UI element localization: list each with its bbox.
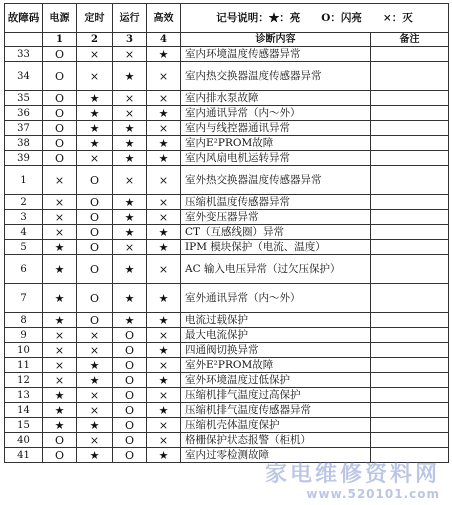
- table-row: [5, 62, 449, 91]
- fault-code: 3: [5, 210, 43, 225]
- diagnosis-text: 室内E²PROM故障: [181, 136, 371, 151]
- fault-code-table: [4, 3, 449, 463]
- diagnosis-text: 室外变压器异常: [181, 210, 371, 225]
- note: [371, 388, 449, 403]
- diagnosis-text: 压缩机壳体温度保护: [181, 418, 371, 433]
- power-indicator: O: [43, 433, 77, 448]
- table-row: [5, 225, 449, 240]
- note: [371, 136, 449, 151]
- run-indicator: ★: [113, 225, 147, 240]
- timer-indicator: ★: [77, 106, 113, 121]
- power-indicator: O: [43, 136, 77, 151]
- header-row-2: [5, 33, 449, 47]
- note: [371, 166, 449, 195]
- fault-code: 9: [5, 328, 43, 343]
- power-indicator: O: [43, 448, 77, 463]
- run-indicator: O: [113, 388, 147, 403]
- note: [371, 91, 449, 106]
- note: [371, 121, 449, 136]
- note: [371, 328, 449, 343]
- note: [371, 358, 449, 373]
- diagnosis-text: 四通阀切换异常: [181, 343, 371, 358]
- fault-code: 10: [5, 343, 43, 358]
- note: [371, 240, 449, 255]
- header-num-4: 4: [147, 33, 181, 47]
- power-indicator: ★: [43, 418, 77, 433]
- power-indicator: ★: [43, 313, 77, 328]
- legend: 记号说明：★：亮 O：闪亮 ×：灭: [181, 4, 449, 33]
- run-indicator: O: [113, 403, 147, 418]
- header-num-2: 2: [77, 33, 113, 47]
- run-indicator: O: [113, 343, 147, 358]
- efficient-indicator: ×: [147, 433, 181, 448]
- efficient-indicator: ★: [147, 225, 181, 240]
- diagnosis-text: CT（互感线圈）异常: [181, 225, 371, 240]
- power-indicator: ×: [43, 195, 77, 210]
- efficient-indicator: ×: [147, 166, 181, 195]
- efficient-indicator: ★: [147, 47, 181, 62]
- run-indicator: ★: [113, 151, 147, 166]
- watermark: [265, 463, 440, 501]
- efficient-indicator: ×: [147, 121, 181, 136]
- fault-code: 40: [5, 433, 43, 448]
- timer-indicator: ×: [77, 62, 113, 91]
- power-indicator: O: [43, 151, 77, 166]
- efficient-indicator: ★: [147, 240, 181, 255]
- table-row: [5, 373, 449, 388]
- power-indicator: ×: [43, 373, 77, 388]
- fault-code: 12: [5, 373, 43, 388]
- efficient-indicator: ×: [147, 388, 181, 403]
- table-body: [5, 47, 449, 463]
- timer-indicator: O: [77, 313, 113, 328]
- fault-code: 41: [5, 448, 43, 463]
- efficient-indicator: ★: [147, 343, 181, 358]
- run-indicator: ★: [113, 136, 147, 151]
- diagnosis-text: 电流过载保护: [181, 313, 371, 328]
- diagnosis-text: AC 输入电压异常（过欠压保护）: [181, 255, 371, 284]
- run-indicator: ×: [113, 106, 147, 121]
- table-row: [5, 166, 449, 195]
- run-indicator: ★: [113, 121, 147, 136]
- power-indicator: ★: [43, 403, 77, 418]
- efficient-indicator: ×: [147, 358, 181, 373]
- table-row: [5, 388, 449, 403]
- efficient-indicator: ×: [147, 91, 181, 106]
- run-indicator: ★: [113, 62, 147, 91]
- diagnosis-text: 室内环境温度传感器异常: [181, 47, 371, 62]
- table-row: [5, 255, 449, 284]
- timer-indicator: ×: [77, 388, 113, 403]
- note: [371, 195, 449, 210]
- run-indicator: ★: [113, 284, 147, 313]
- diagnosis-text: 室外热交换器温度传感器异常: [181, 166, 371, 195]
- table-row: [5, 210, 449, 225]
- efficient-indicator: ×: [147, 62, 181, 91]
- fault-code: 14: [5, 403, 43, 418]
- run-indicator: O: [113, 328, 147, 343]
- table-row: [5, 91, 449, 106]
- watermark-url: www.520101.com: [306, 487, 440, 501]
- power-indicator: ★: [43, 284, 77, 313]
- power-indicator: O: [43, 91, 77, 106]
- run-indicator: ★: [113, 210, 147, 225]
- note: [371, 210, 449, 225]
- power-indicator: ×: [43, 166, 77, 195]
- power-indicator: ×: [43, 343, 77, 358]
- timer-indicator: O: [77, 225, 113, 240]
- timer-indicator: O: [77, 255, 113, 284]
- diagnosis-text: 室外E²PROM故障: [181, 358, 371, 373]
- efficient-indicator: ×: [147, 210, 181, 225]
- efficient-indicator: ★: [147, 136, 181, 151]
- note: [371, 106, 449, 121]
- fault-code: 8: [5, 313, 43, 328]
- diagnosis-text: 压缩机温度传感器异常: [181, 195, 371, 210]
- efficient-indicator: ★: [147, 284, 181, 313]
- fault-code: 34: [5, 62, 43, 91]
- note: [371, 62, 449, 91]
- table-row: [5, 284, 449, 313]
- header-run: 运行: [113, 4, 147, 33]
- run-indicator: ★: [113, 195, 147, 210]
- header-content: 诊断内容: [181, 33, 371, 47]
- diagnosis-text: 室内排水泵故障: [181, 91, 371, 106]
- table-row: [5, 343, 449, 358]
- run-indicator: O: [113, 448, 147, 463]
- power-indicator: ×: [43, 358, 77, 373]
- diagnosis-text: 室内与线控器通讯异常: [181, 121, 371, 136]
- run-indicator: O: [113, 433, 147, 448]
- table-row: [5, 328, 449, 343]
- diagnosis-text: 室内热交换器温度传感器异常: [181, 62, 371, 91]
- diagnosis-text: 室外通讯异常（内～外）: [181, 284, 371, 313]
- fault-code: 35: [5, 91, 43, 106]
- fault-code: 38: [5, 136, 43, 151]
- note: [371, 255, 449, 284]
- timer-indicator: O: [77, 195, 113, 210]
- power-indicator: O: [43, 62, 77, 91]
- diagnosis-text: 室内风扇电机运转异常: [181, 151, 371, 166]
- note: [371, 448, 449, 463]
- timer-indicator: ×: [77, 151, 113, 166]
- header-num-3: 3: [113, 33, 147, 47]
- header-power: 电源: [43, 4, 77, 33]
- fault-code: 4: [5, 225, 43, 240]
- table-row: [5, 240, 449, 255]
- note: [371, 47, 449, 62]
- power-indicator: ×: [43, 328, 77, 343]
- power-indicator: ★: [43, 255, 77, 284]
- efficient-indicator: ×: [147, 255, 181, 284]
- timer-indicator: O: [77, 210, 113, 225]
- diagnosis-text: 压缩机排气温度过高保护: [181, 388, 371, 403]
- diagnosis-text: 格栅保护状态报警（柜机）: [181, 433, 371, 448]
- diagnosis-text: 最大电流保护: [181, 328, 371, 343]
- run-indicator: O: [113, 418, 147, 433]
- diagnosis-text: 室外环境温度过低保护: [181, 373, 371, 388]
- table-row: [5, 313, 449, 328]
- header-num-1: 1: [43, 33, 77, 47]
- table-row: [5, 418, 449, 433]
- fault-code: 7: [5, 284, 43, 313]
- power-indicator: O: [43, 121, 77, 136]
- note: [371, 225, 449, 240]
- timer-indicator: ★: [77, 136, 113, 151]
- power-indicator: ★: [43, 240, 77, 255]
- table-row: [5, 151, 449, 166]
- header-efficient: 高效: [147, 4, 181, 33]
- timer-indicator: ×: [77, 433, 113, 448]
- run-indicator: O: [113, 358, 147, 373]
- timer-indicator: ★: [77, 373, 113, 388]
- fault-code: 15: [5, 418, 43, 433]
- table-row: [5, 403, 449, 418]
- table-row: [5, 448, 449, 463]
- timer-indicator: O: [77, 166, 113, 195]
- header-blank: [5, 33, 43, 47]
- fault-code: 36: [5, 106, 43, 121]
- timer-indicator: ★: [77, 358, 113, 373]
- fault-code: 1: [5, 166, 43, 195]
- run-indicator: ×: [113, 91, 147, 106]
- table-row: [5, 195, 449, 210]
- timer-indicator: ×: [77, 403, 113, 418]
- note: [371, 284, 449, 313]
- table-row: [5, 47, 449, 62]
- power-indicator: O: [43, 47, 77, 62]
- timer-indicator: ×: [77, 328, 113, 343]
- efficient-indicator: ×: [147, 328, 181, 343]
- fault-code: 5: [5, 240, 43, 255]
- note: [371, 151, 449, 166]
- fault-code: 37: [5, 121, 43, 136]
- header-code: 故障码: [5, 4, 43, 33]
- watermark-title: 家电维修资料网: [264, 462, 440, 487]
- diagnosis-text: 室内过零检测故障: [181, 448, 371, 463]
- run-indicator: ★: [113, 313, 147, 328]
- timer-indicator: ×: [77, 47, 113, 62]
- note: [371, 403, 449, 418]
- fault-code: 39: [5, 151, 43, 166]
- table-row: [5, 136, 449, 151]
- efficient-indicator: ★: [147, 403, 181, 418]
- power-indicator: ×: [43, 210, 77, 225]
- table-row: [5, 121, 449, 136]
- efficient-indicator: ★: [147, 106, 181, 121]
- fault-code: 2: [5, 195, 43, 210]
- timer-indicator: ★: [77, 91, 113, 106]
- table-row: [5, 433, 449, 448]
- header-timer: 定时: [77, 4, 113, 33]
- timer-indicator: ★: [77, 418, 113, 433]
- timer-indicator: O: [77, 284, 113, 313]
- note: [371, 433, 449, 448]
- efficient-indicator: ★: [147, 448, 181, 463]
- power-indicator: ★: [43, 388, 77, 403]
- timer-indicator: ★: [77, 448, 113, 463]
- header-row: [5, 4, 449, 33]
- timer-indicator: O: [77, 240, 113, 255]
- power-indicator: O: [43, 106, 77, 121]
- diagnosis-text: 室内通讯异常（内～外）: [181, 106, 371, 121]
- note: [371, 418, 449, 433]
- table-row: [5, 106, 449, 121]
- run-indicator: ×: [113, 47, 147, 62]
- diagnosis-text: IPM 模块保护（电流、温度）: [181, 240, 371, 255]
- timer-indicator: ★: [77, 121, 113, 136]
- efficient-indicator: ★: [147, 151, 181, 166]
- efficient-indicator: ×: [147, 195, 181, 210]
- fault-code: 6: [5, 255, 43, 284]
- fault-code: 13: [5, 388, 43, 403]
- header-note: 备注: [371, 33, 449, 47]
- note: [371, 343, 449, 358]
- run-indicator: O: [113, 373, 147, 388]
- efficient-indicator: ×: [147, 418, 181, 433]
- run-indicator: ×: [113, 166, 147, 195]
- note: [371, 313, 449, 328]
- note: [371, 373, 449, 388]
- fault-code: 11: [5, 358, 43, 373]
- run-indicator: ×: [113, 240, 147, 255]
- table-row: [5, 358, 449, 373]
- diagnosis-text: 压缩机排气温度传感器异常: [181, 403, 371, 418]
- run-indicator: ★: [113, 255, 147, 284]
- power-indicator: ×: [43, 225, 77, 240]
- timer-indicator: ×: [77, 343, 113, 358]
- efficient-indicator: ★: [147, 313, 181, 328]
- fault-code: 33: [5, 47, 43, 62]
- efficient-indicator: ★: [147, 373, 181, 388]
